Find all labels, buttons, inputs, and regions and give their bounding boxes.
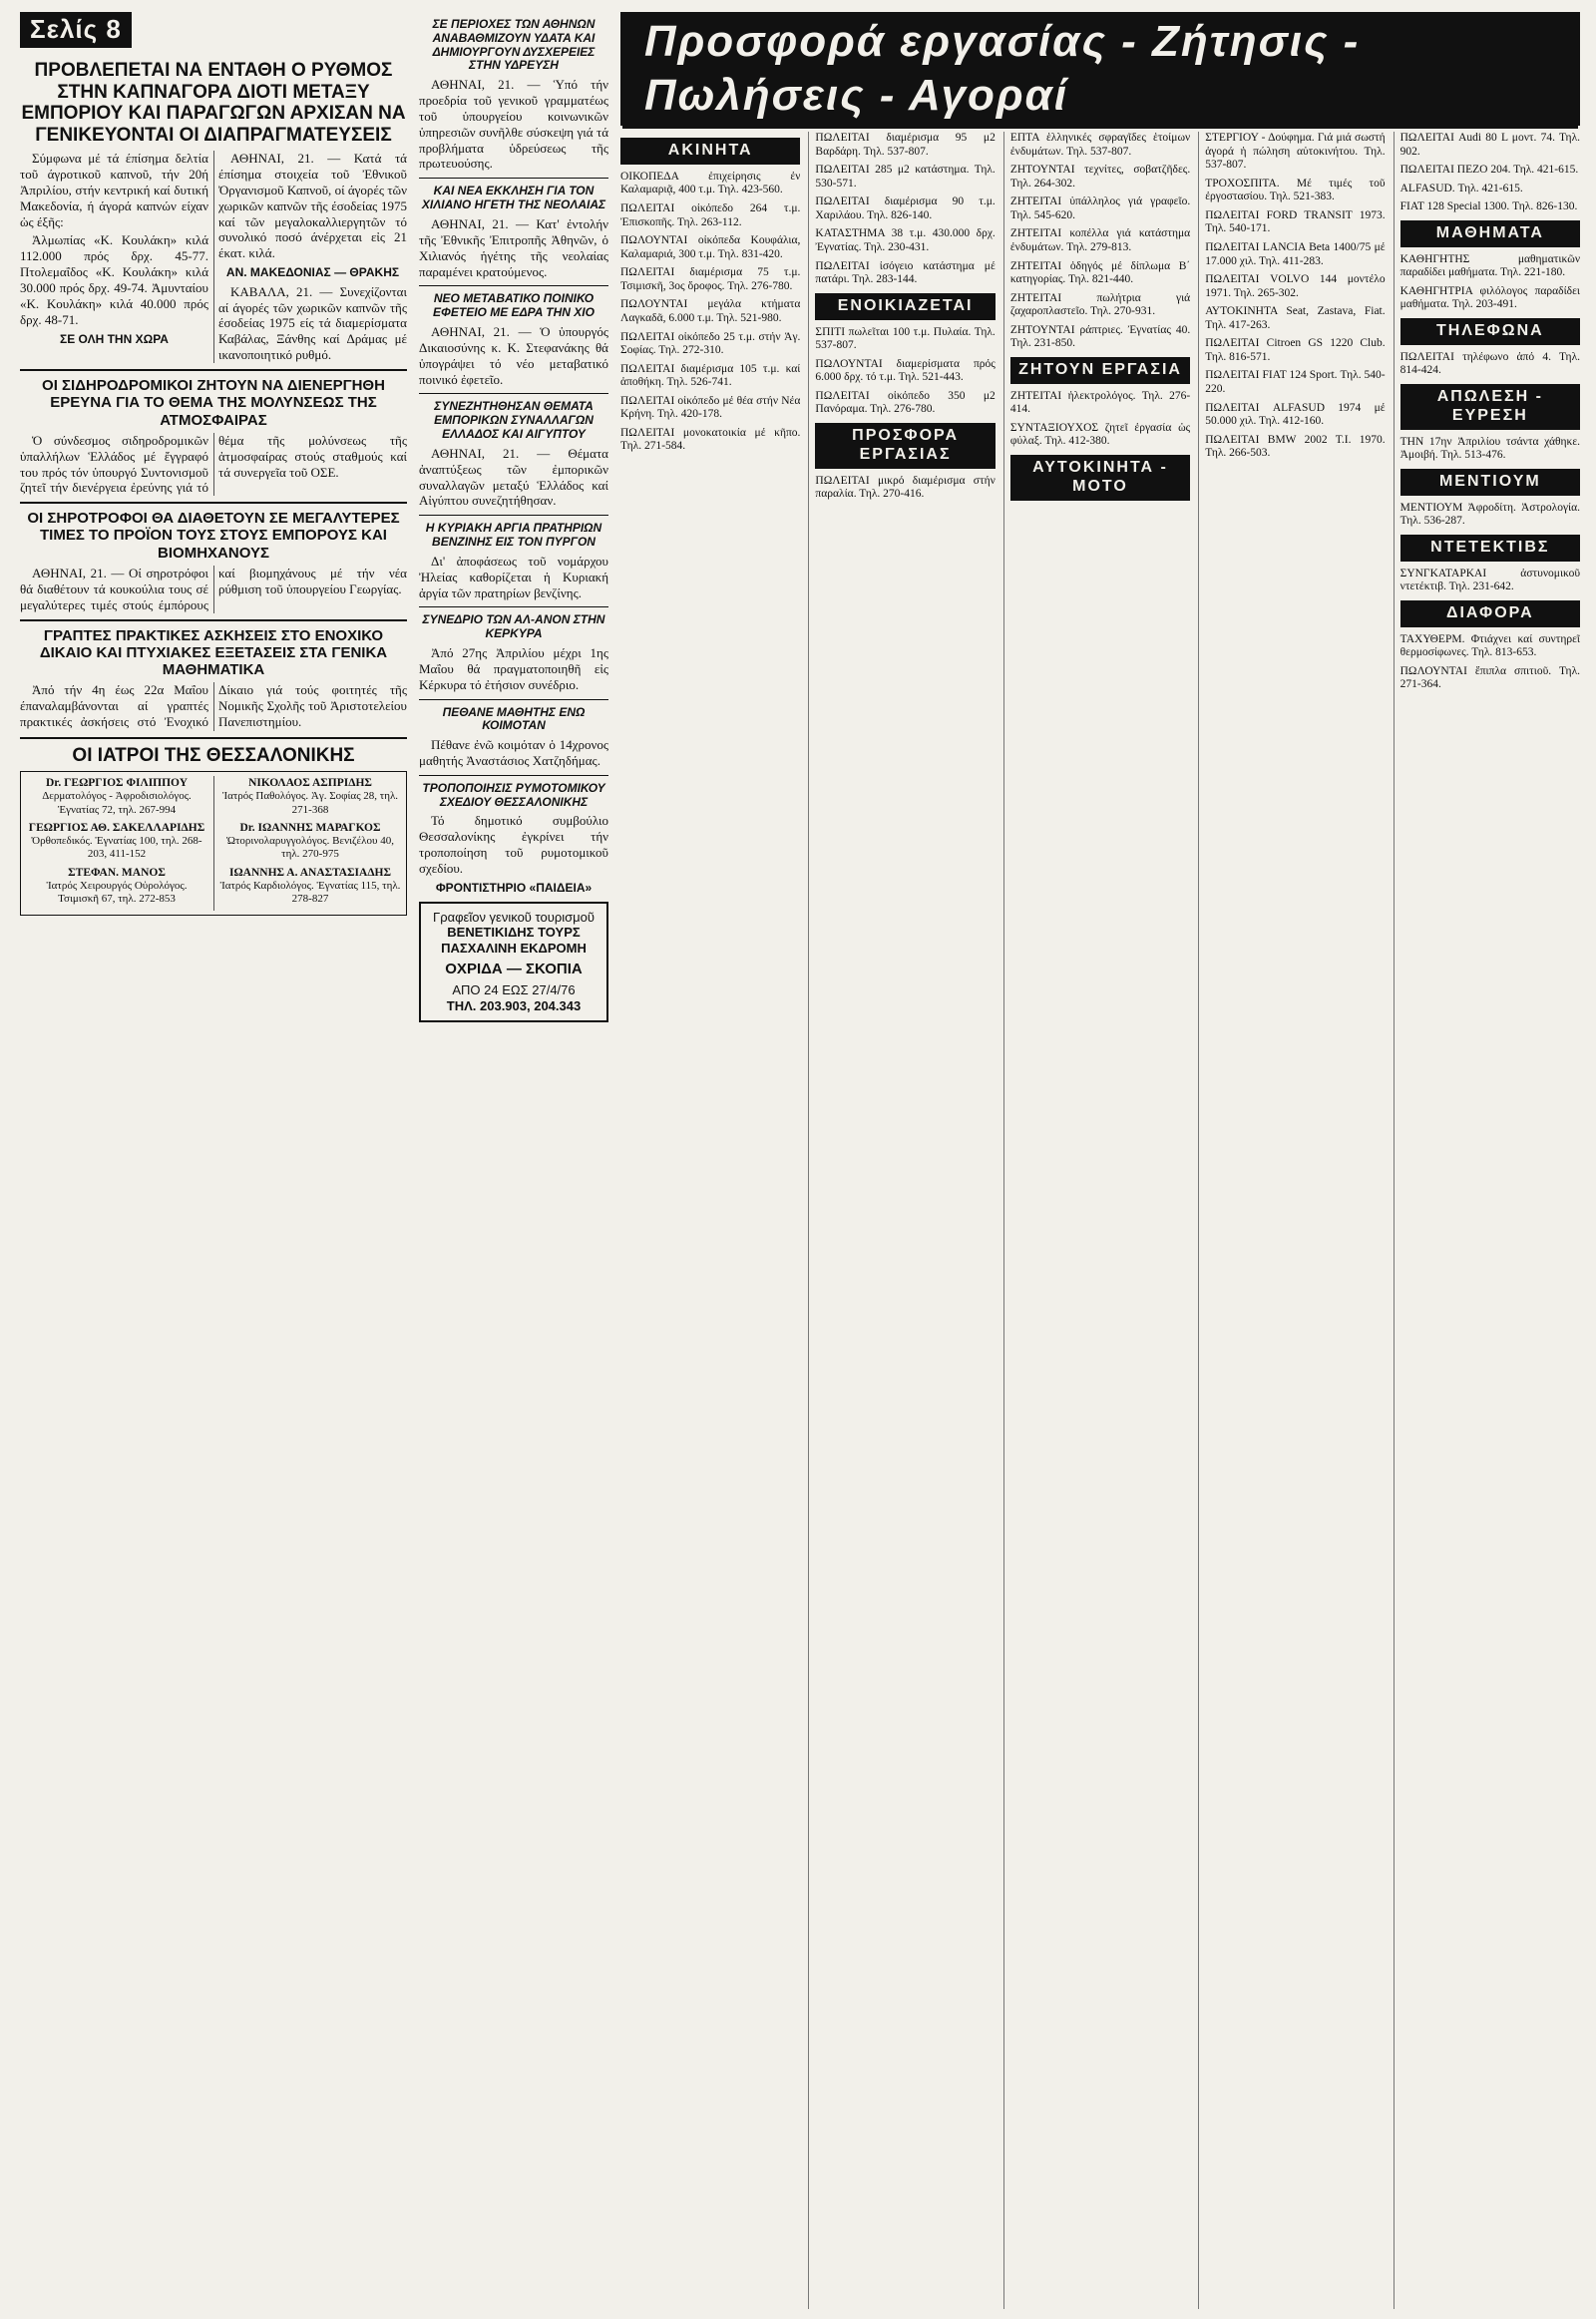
doctor-entry: ΝΙΚΟΛΑΟΣ ΑΣΠΡΙΔΗΣ Ἰατρός Παθολόγος. Ἁγ. Σοφίας 28, τηλ. 271-368 [221,777,399,816]
classified-ad: ΖΗΤΕΙΤΑΙ ἠλεκτρολόγος. Τηλ. 276-414. [1009,389,1191,416]
classified-ad: ΠΩΛΟΥΝΤΑΙ μεγάλα κτήματα Λαγκαδᾶ, 6.000 τ.μ. Τηλ. 521-980. [620,298,801,324]
classified-ad: ΠΩΛΕΙΤΑΙ 285 μ2 κατάστημα. Τηλ. 530-571. [815,164,996,190]
divider [419,606,608,607]
divider [20,502,407,504]
divider [419,285,608,286]
classified-ad: ΟΙΚΟΠΕΔΑ ἐπιχείρησις ἐν Καλαμαριᾷ, 400 τ.μ. Τηλ. 423-560. [620,170,801,196]
headline-egypt: ΣΥΝΕΖΗΤΗΘΗΣΑΝ ΘΕΜΑΤΑ ΕΜΠΟΡΙΚΩΝ ΣΥΝΑΛΛΑΓΩΝ ΕΛΛΑΔΟΣ ΚΑΙ ΑΙΓΥΠΤΟΥ [434,399,594,441]
headline-court: ΝΕΟ ΜΕΤΑΒΑΤΙΚΟ ΠΟΙΝΙΚΟ ΕΦΕΤΕΙΟ ΜΕ ΕΔΡΑ ΤΗΝ ΧΙΟ [433,291,595,320]
subheading: ΑΝ. ΜΑΚΕΔΟΝΙΑΣ — ΘΡΑΚΗΣ [225,265,400,280]
article-paragraph: Δι' ἀποφάσεως τοῦ νομάρχου Ἠλείας καθορίζεται ἡ Κυριακή ἀργία τῶν πρατηρίων βενζίνης. [419,553,608,600]
classified-ad: ΠΩΛΕΙΤΑΙ οἰκόπεδο 264 τ.μ. Ἐπισκοπῆς. Τηλ. 263-112. [620,202,801,228]
doctor-entry: Dr. ΙΩΑΝΝΗΣ ΜΑΡΑΓΚΟΣ Ὠτορινολαρυγγολόγος. Βενιζέλου 40, τηλ. 270-975 [226,822,394,861]
classified-ad: ΖΗΤΟΥΝΤΑΙ ράπτριες. Ἐγνατίας 40. Τηλ. 231-850. [1009,323,1191,350]
category-lost-found: ΑΠΩΛΕΣΗ - ΕΥΡΕΣΗ [1400,384,1580,430]
school-ad: ΦΡΟΝΤΙΣΤΗΡΙΟ «ΠΑΙΔΕΙΑ» [435,880,593,895]
category-math: ΜΑΘΗΜΑΤΑ [1400,220,1580,247]
banner-title: Προσφορά εργασίας - Ζήτησις - Πωλήσεις - Αγοραί [622,12,1578,129]
promo-dates: ΑΠΟ 24 ΕΩΣ 27/4/76 [452,982,576,998]
classifieds-column [1198,132,1385,2309]
article-railway [20,433,407,496]
classified-ad: ΠΩΛΕΙΤΑΙ VOLVO 144 μοντέλο 1971. Τηλ. 265-302. [1205,273,1386,299]
classified-ad: ΑΥΤΟΚΙΝΗΤΑ Seat, Zastava, Fiat. Τηλ. 417-263. [1205,305,1386,331]
doctor-entry: ΓΕΩΡΓΙΟΣ ΑΘ. ΣΑΚΕΛΛΑΡΙΔΗΣ Ὀρθοπεδικός. Ἐγνατίας 100, τηλ. 268-203, 411-152 [28,822,205,861]
doctor-entry: ΙΩΑΝΝΗΣ Α. ΑΝΑΣΤΑΣΙΑΔΗΣ Ἰατρός Καρδιολόγος. Ἐγνατίας 115, τηλ. 278-827 [219,866,401,906]
headline-zoning: ΤΡΟΠΟΠΟΙΗΣΙΣ ΡΥΜΟΤΟΜΙΚΟΥ ΣΧΕΔΙΟΥ ΘΕΣΣΑΛΟΝΙΚΗΣ [422,780,605,809]
article-paragraph: Ἀπό 27ης Ἀπριλίου μέχρι 1ης Μαΐου θά πραγματοποιηθῆ εἰς Κέρκυρα τό ἐτήσιον συνέδριο. [419,645,608,692]
headline-exams: ΓΡΑΠΤΕΣ ΠΡΑΚΤΙΚΕΣ ΑΣΚΗΣΕΙΣ ΣΤΟ ΕΝΟΧΙΚΟ ΔΙΚΑΙΟ ΚΑΙ ΠΤΥΧΙΑΚΕΣ ΕΞΕΤΑΣΕΙΣ ΣΤΑ ΓΕΝΙΚΑ ΜΑΘΗΜΑΤΙΚΑ [39,626,388,679]
promo-title: ΒΕΝΕΤΙΚΙΔΗΣ ΤΟΥΡΣ ΠΑΣΧΑΛΙΝΗ ΕΚΔΡΟΜΗ [441,925,587,957]
classified-ad: ΠΩΛΕΙΤΑΙ διαμέρισμα 90 τ.μ. Χαριλάου. Τηλ. 826-140. [815,195,996,221]
article-paragraph: ΑΘΗΝΑΙ, 21. — Κατά τά έπίσημα στοιχεία τοῦ Ἐθνικοῦ Ὀργανισμοῦ Καπνοῦ, οί άγορές τῶν χωρικῶν καπνῶν τῆς έσοδείας 1975 καί τῶν μεγαλοκαλλιεργητῶν τό συνολικό ποσό άνέρχεται εἰς 21 έκατ. κιλά. [218,151,407,261]
doctor-entry: ΣΤΕΦΑΝ. ΜΑΝΟΣ Ἰατρός Χειρουργός Οὐρολόγος. Τσιμισκῆ 67, τηλ. 272-853 [46,866,188,906]
divider [419,178,608,179]
doctors-directory [20,771,407,915]
classified-ad: ΤΡΟΧΟΣΠΙΤΑ. Μέ τιμές τοῦ ἐργοστασίου. Τηλ. 521-383. [1205,177,1386,203]
classified-ad: ΠΩΛΕΙΤΑΙ οἰκόπεδο μέ θέα στήν Νέα Κρήνη. Τηλ. 420-178. [620,394,801,421]
promo-route: ΟΧΡΙΔΑ — ΣΚΟΠΙΑ [445,961,583,978]
category-phones: ΤΗΛΕΦΩΝΑ [1400,318,1580,345]
classified-ad: ΠΩΛΟΥΝΤΑΙ ἔπιπλα σπιτιοῦ. Τηλ. 271-364. [1399,664,1580,691]
article-silk [20,566,407,613]
classified-ad: ΚΑΤΑΣΤΗΜΑ 38 τ.μ. 430.000 δρχ. Ἐγνατίας. Τηλ. 230-431. [815,227,996,253]
classified-ad: ΠΩΛΕΙΤΑΙ ΠΕΖΟ 204. Τηλ. 421-615. [1399,164,1579,177]
classified-ad: ΠΩΛΟΥΝΤΑΙ διαμερίσματα πρός 6.000 δρχ. τό τ.μ. Τηλ. 521-443. [815,357,996,384]
classified-ad: ΤΑΧΥΘΕΡΜ. Φτιάχνει καί συντηρεῖ θερμοσίφωνες. Τηλ. 813-653. [1399,632,1580,659]
classified-ad: ΠΩΛΕΙΤΑΙ Citroen GS 1220 Club. Τηλ. 816-571. [1205,337,1386,363]
headline-railway: ΟΙ ΣΙΔΗΡΟΔΡΟΜΙΚΟΙ ΖΗΤΟΥΝ ΝΑ ΔΙΕΝΕΡΓΗΘΗ ΕΡΕΥΝΑ ΓΙΑ ΤΟ ΘΕΜΑ ΤΗΣ ΜΟΛΥΝΣΕΩΣ ΤΗΣ ΑΤΜΟΣΦΑΙΡΑΣ [42,377,385,429]
classifieds-section [620,12,1580,2309]
category-job-offer: ΠΡΟΣΦΟΡΑ ΕΡΓΑΣΙΑΣ [815,423,995,469]
divider [20,737,407,739]
lead-headline: ΠΡΟΒΛΕΠΕΤΑΙ ΝΑ ΕΝΤΑΘΗ Ο ΡΥΘΜΟΣ ΣΤΗΝ ΚΑΠΝΑΓΟΡΑ ΔΙΟΤΙ ΜΕΤΑΞΥ ΕΜΠΟΡΙΟΥ ΚΑΙ ΠΑΡΑΓΩΓΩΝ ΑΡΧΙΣΑΝ ΝΑ ΓΕΝΙΚΕΥΟΝΤΑΙ ΟΙ ΔΙΑΠΡΑΓΜΑΤΕΥΣΕΙΣ [21,59,406,147]
classified-ad: ΠΩΛΕΙΤΑΙ διαμέρισμα 75 τ.μ. Τσιμισκῆ, 3ος ὄροφος. Τηλ. 276-780. [620,266,801,292]
category-misc: ΔΙΑΦΟΡΑ [1400,600,1580,627]
category-rentals: ΕΝΟΙΚΙΑΖΕΤΑΙ [815,293,995,320]
classified-ad: ΠΩΛΕΙΤΑΙ Audi 80 L μοντ. 74. Τηλ. 902. [1399,132,1580,158]
news-column-middle [419,12,608,2309]
doctor-entry: Dr. ΓΕΩΡΓΙΟΣ ΦΙΛΙΠΠΟΥ Δερματολόγος - Ἀφροδισιολόγος. Ἐγνατίας 72, τηλ. 267-994 [42,777,192,816]
article-paragraph: ΑΘΗΝΑΙ, 21. — Κατ' ἐντολήν τῆς Ἐθνικῆς Ἐπιτροπῆς Ἀθηνῶν, ὁ Χιλιανός ἡγέτης τῆς νεολαίας παραμένει κρατούμενος. [419,215,608,279]
promo-phone: ΤΗΛ. 203.903, 204.343 [446,998,582,1014]
classified-ad: ALFASUD. Τηλ. 421-615. [1399,182,1523,194]
headline-fuel: Η ΚΥΡΙΑΚΗ ΑΡΓΙΑ ΠΡΑΤΗΡΙΩΝ ΒΕΝΖΙΝΗΣ ΕΙΣ ΤΟΝ ΠΥΡΓΟΝ [425,521,602,550]
category-cars: ΑΥΤΟΚΙΝΗΤΑ - ΜΟΤΟ [1010,455,1190,501]
classified-ad: ΖΗΤΕΙΤΑΙ ὑπάλληλος γιά γραφεῖο. Τηλ. 545-620. [1009,195,1191,221]
doctors-title: ΟΙ ΙΑΤΡΟΙ ΤΗΣ ΘΕΣΣΑΛΟΝΙΚΗΣ [72,745,355,767]
article-paragraph: ΑΘΗΝΑΙ, 21. — Θέματα ἀναπτύξεως τῶν ἐμπορικῶν συναλλαγῶν μεταξύ Ἑλλάδος καί Αἰγύπτου συνεζητήθησαν. [419,445,608,509]
classifieds-banner [620,12,1580,126]
classified-ad: ΚΑΘΗΓΗΤΡΙΑ φιλόλογος παραδίδει μαθήματα. Τηλ. 203-491. [1399,284,1580,311]
page-number-tag: Σελίς 8 [20,12,132,48]
classified-ad: ΠΩΛΕΙΤΑΙ FIAT 124 Sport. Τηλ. 540-220. [1205,369,1386,395]
article-paragraph: ΚΑΒΑΛΑ, 21. — Συνεχίζονται αί άγορές τῶν χωρικῶν καπνῶν τῆς έσοδείας 1975 είς τά διαμερίσματα Καβάλας, Ξάνθης καί Δράμας μέ ικανοποιητικό ρυθμό. [218,283,407,363]
category-mediums: ΜΕΝΤΙΟΥΜ [1400,469,1580,496]
article-paragraph: Σύμφωνα μέ τά έπίσημα δελτία τοῦ άγροτικοῦ καπνοῦ, τήν 20ή Ἀπριλίου, στήν κεντρική καί δυτική Μακεδονία, ή άγορά καπνών είχαν ὡς έξῆς: [20,151,208,229]
classifieds-column [1003,132,1190,2309]
article-paragraph: Τό δημοτικό συμβούλιο Θεσσαλονίκης ἐγκρίνει τήν τροποποίηση τοῦ ρυμοτομικοῦ σχεδίου. [419,813,608,877]
classified-ad: ΖΗΤΕΙΤΑΙ κοπέλλα γιά κατάστημα ἐνδυμάτων. Τηλ. 279-813. [1009,227,1191,253]
headline-chile: ΚΑΙ ΝΕΑ ΕΚΚΛΗΣΗ ΓΙΑ ΤΟΝ ΧΙΛΙΑΝΟ ΗΓΕΤΗ ΤΗΣ ΝΕΟΛΑΙΑΣ [421,184,606,212]
promo-lead: Γραφεῖον γενικοῦ τουρισμοῦ [433,909,595,925]
classified-ad: ΣΥΝΤΑΞΙΟΥΧΟΣ ζητεῖ ἐργασία ὡς φύλαξ. Τηλ. 412-380. [1009,421,1191,448]
article-paragraph: ΑΘΗΝΑΙ, 21. — Ὁ ὑπουργός Δικαιοσύνης κ. Κ. Στεφανάκης θά ὑπογράψει τό νέο μεταβατικό ποινικό ἐφετεῖο. [419,323,608,387]
classifieds-column [620,132,800,2309]
classified-ad: ΠΩΛΕΙΤΑΙ διαμέρισμα 105 τ.μ. καί ἀποθήκη. Τηλ. 526-741. [620,362,801,389]
classified-ad: ΠΩΛΕΙΤΑΙ μονοκατοικία μέ κῆπο. Τηλ. 271-584. [620,426,801,453]
subheading: ΣΕ ΟΛΗ ΤΗΝ ΧΩΡΑ [60,331,169,346]
divider [419,515,608,516]
classifieds-column [808,132,995,2309]
article-paragraph: Ὁ σύνδεσμος σιδηροδρομικῶν ὑπαλλήλων Ἑλλάδος μέ ἔγγραφό του πρός τόν ὑπουργό Συντονισμοῦ ζητεῖ τήν διενέργεια ἐρεύνης γιά τό θέμα τῆς μολύνσεως τῆς ἀτμοσφαίρας στούς σταθμούς καί τά συνεργεῖα τοῦ ΟΣΕ. [20,432,407,496]
article-paragraph: Ἀπό τήν 4η έως 22α Μαΐου έπαναλαμβάνονται αί γραπτές πρακτικές ἀσκήσεις στό Ἐνοχικό Δίκαιο γιά τούς φοιτητές τῆς Νομικῆς Σχολῆς τοῦ Ἀριστοτελείου Πανεπιστημίου. [20,682,407,730]
classified-ad: ΠΩΛΕΙΤΑΙ ἰσόγειο κατάστημα μέ πατάρι. Τηλ. 283-144. [815,259,996,286]
classified-ad: ΠΩΛΕΙΤΑΙ LANCIA Beta 1400/75 μέ 17.000 χιλ. Τηλ. 411-283. [1205,240,1386,267]
category-detectives: ΝΤΕΤΕΚΤΙΒΣ [1400,535,1580,562]
classified-ad: ΠΩΛΕΙΤΑΙ FORD TRANSIT 1973. Τηλ. 540-171. [1205,208,1386,235]
classified-ad: FIAT 128 Special 1300. Τηλ. 826-130. [1399,200,1578,213]
divider [20,369,407,371]
headline-water: ΣΕ ΠΕΡΙΟΧΕΣ ΤΩΝ ΑΘΗΝΩΝ ΑΝΑΒΑΘΜΙΖΟΥΝ ΥΔΑΤΑ ΚΑΙ ΔΗΜΙΟΥΡΓΟΥΝ ΔΥΣΧΕΡΕΙΕΣ ΣΤΗΝ ΥΔΡΕΥΣΗ [432,17,596,73]
classifieds-columns [620,132,1580,2309]
article-paragraph: ΑΘΗΝΑΙ, 21. — Οί σηροτρόφοι θά διαθέτουν τά κουκούλια τους σέ μεγαλύτερες τιμές στούς έμπόρους καί βιομηχάνους μέ τήν νέα ρύθμιση τοῦ ὑπουργείου Γεωργίας. [20,565,407,612]
classified-ad: ΚΑΘΗΓΗΤΗΣ μαθηματικῶν παραδίδει μαθήματα. Τηλ. 221-180. [1399,252,1580,279]
headline-alanon: ΣΥΝΕΔΡΙΟ ΤΩΝ ΑΛ-ΑΝΟΝ ΣΤΗΝ ΚΕΡΚΥΡΑ [422,612,605,641]
page-columns [20,12,1580,2309]
tour-promo-box [419,902,608,1023]
classified-ad: ΠΩΛΕΙΤΑΙ τηλέφωνο ἀπό 4. Τηλ. 814-424. [1399,350,1580,377]
classified-ad: ΠΩΛΕΙΤΑΙ οἰκόπεδο 350 μ2 Πανόραμα. Τηλ. 276-780. [815,389,996,416]
classifieds-column [1394,132,1580,2309]
lead-article [20,151,407,363]
classified-ad: ΣΥΝΓΚΑΤΑΡΚΑΙ ἀστυνομικοῦ ντετέκτιβ. Τηλ. 231-642. [1399,567,1580,593]
classified-ad: ΠΩΛΕΙΤΑΙ οἰκόπεδο 25 τ.μ. στήν Ἁγ. Σοφίας. Τηλ. 272-310. [620,330,801,357]
classified-ad: ΠΩΛΟΥΝΤΑΙ οἰκόπεδα Κουφάλια, Καλαμαριά, 300 τ.μ. Τηλ. 831-420. [620,234,801,260]
category-job-wanted: ΖΗΤΟΥΝ ΕΡΓΑΣΙΑ [1010,357,1190,384]
divider [419,775,608,776]
news-column-left [20,12,407,2309]
classified-ad: ΠΩΛΕΙΤΑΙ διαμέρισμα 95 μ2 Βαρδάρη. Τηλ. 537-807. [815,132,996,158]
classified-ad: ΤΗΝ 17ην Ἀπριλίου τσάντα χάθηκε. Ἀμοιβή. Τηλ. 513-476. [1399,435,1580,462]
classified-ad: ΣΠΙΤΙ πωλεῖται 100 τ.μ. Πυλαία. Τηλ. 537-807. [815,325,996,352]
article-exams [20,682,407,731]
classified-ad: ΕΠΤΑ ἑλληνικές σφραγῖδες ἑτοίμων ἐνδυμάτων. Τηλ. 537-807. [1009,132,1191,158]
article-paragraph: Πέθανε ἐνῶ κοιμόταν ὁ 14χρονος μαθητής Ἀναστάσιος Χατζηδήμας. [419,737,608,769]
classified-ad: ΠΩΛΕΙΤΑΙ ALFASUD 1974 μέ 50.000 χιλ. Τηλ. 412-160. [1205,401,1386,428]
headline-student: ΠΕΘΑΝΕ ΜΑΘΗΤΗΣ ΕΝΩ ΚΟΙΜΟΤΑΝ [442,704,586,733]
classified-ad: ΠΩΛΕΙΤΑΙ μικρό διαμέρισμα στήν παραλία. Τηλ. 270-416. [815,474,996,501]
headline-silk: ΟΙ ΣΗΡΟΤΡΟΦΟΙ ΘΑ ΔΙΑΘΕΤΟΥΝ ΣΕ ΜΕΓΑΛΥΤΕΡΕΣ ΤΙΜΕΣ ΤΟ ΠΡΟΪΟΝ ΤΟΥΣ ΣΤΟΥΣ ΕΜΠΟΡΟΥΣ ΚΑΙ ΒΙΟΜΗΧΑΝΟΥΣ [27,510,400,562]
classified-ad: ΖΗΤΟΥΝΤΑΙ τεχνίτες, σοβατζῆδες. Τηλ. 264-302. [1009,164,1191,190]
classified-ad: ΖΗΤΕΙΤΑΙ πωλήτρια γιά ζαχαροπλαστεῖο. Τηλ. 270-931. [1009,291,1191,318]
article-paragraph: Ἀλμωπίας «Κ. Κουλάκη» κιλά 112.000 πρός δρχ. 45-77. Πτολεμαΐδος «Κ. Κουλάκη» κιλά 30.000 πρός δρχ. 49-74. Ἀμυνταίου «Κ. Κουλάκη» κιλά 40.000 πρός δρχ. 48-71. [20,232,208,327]
classified-ad: ΣΤΕΡΓΙΟΥ - Δούφημα. Γιά μιά σωστή ἀγορά ἡ πώληση αὐτοκινήτου. Τηλ. 537-807. [1205,132,1386,172]
classified-ad: ΠΩΛΕΙΤΑΙ ΒΜW 2002 T.I. 1970. Τηλ. 266-503. [1205,433,1386,460]
classified-ad: ΜΕΝΤΙΟΥΜ Ἀφροδίτη. Ἀστρολογία. Τηλ. 536-287. [1399,501,1580,528]
divider [20,619,407,621]
classified-ad: ΖΗΤΕΙΤΑΙ ὁδηγός μέ δίπλωμα Β΄ κατηγορίας. Τηλ. 821-440. [1009,259,1191,286]
divider [419,393,608,394]
category-real-estate: ΑΚΙΝΗΤΑ [620,138,800,165]
article-paragraph: ΑΘΗΝΑΙ, 21. — Ὑπό τήν προεδρία τοῦ γενικοῦ γραμματέως τοῦ ὑπουργείου κοινωνικῶν ὑπηρεσιῶν συνῆλθε σύσκεψη γιά τά προβλήματα ὑδρεύσεως τῆς πρωτευούσης. [419,77,608,172]
divider [419,699,608,700]
